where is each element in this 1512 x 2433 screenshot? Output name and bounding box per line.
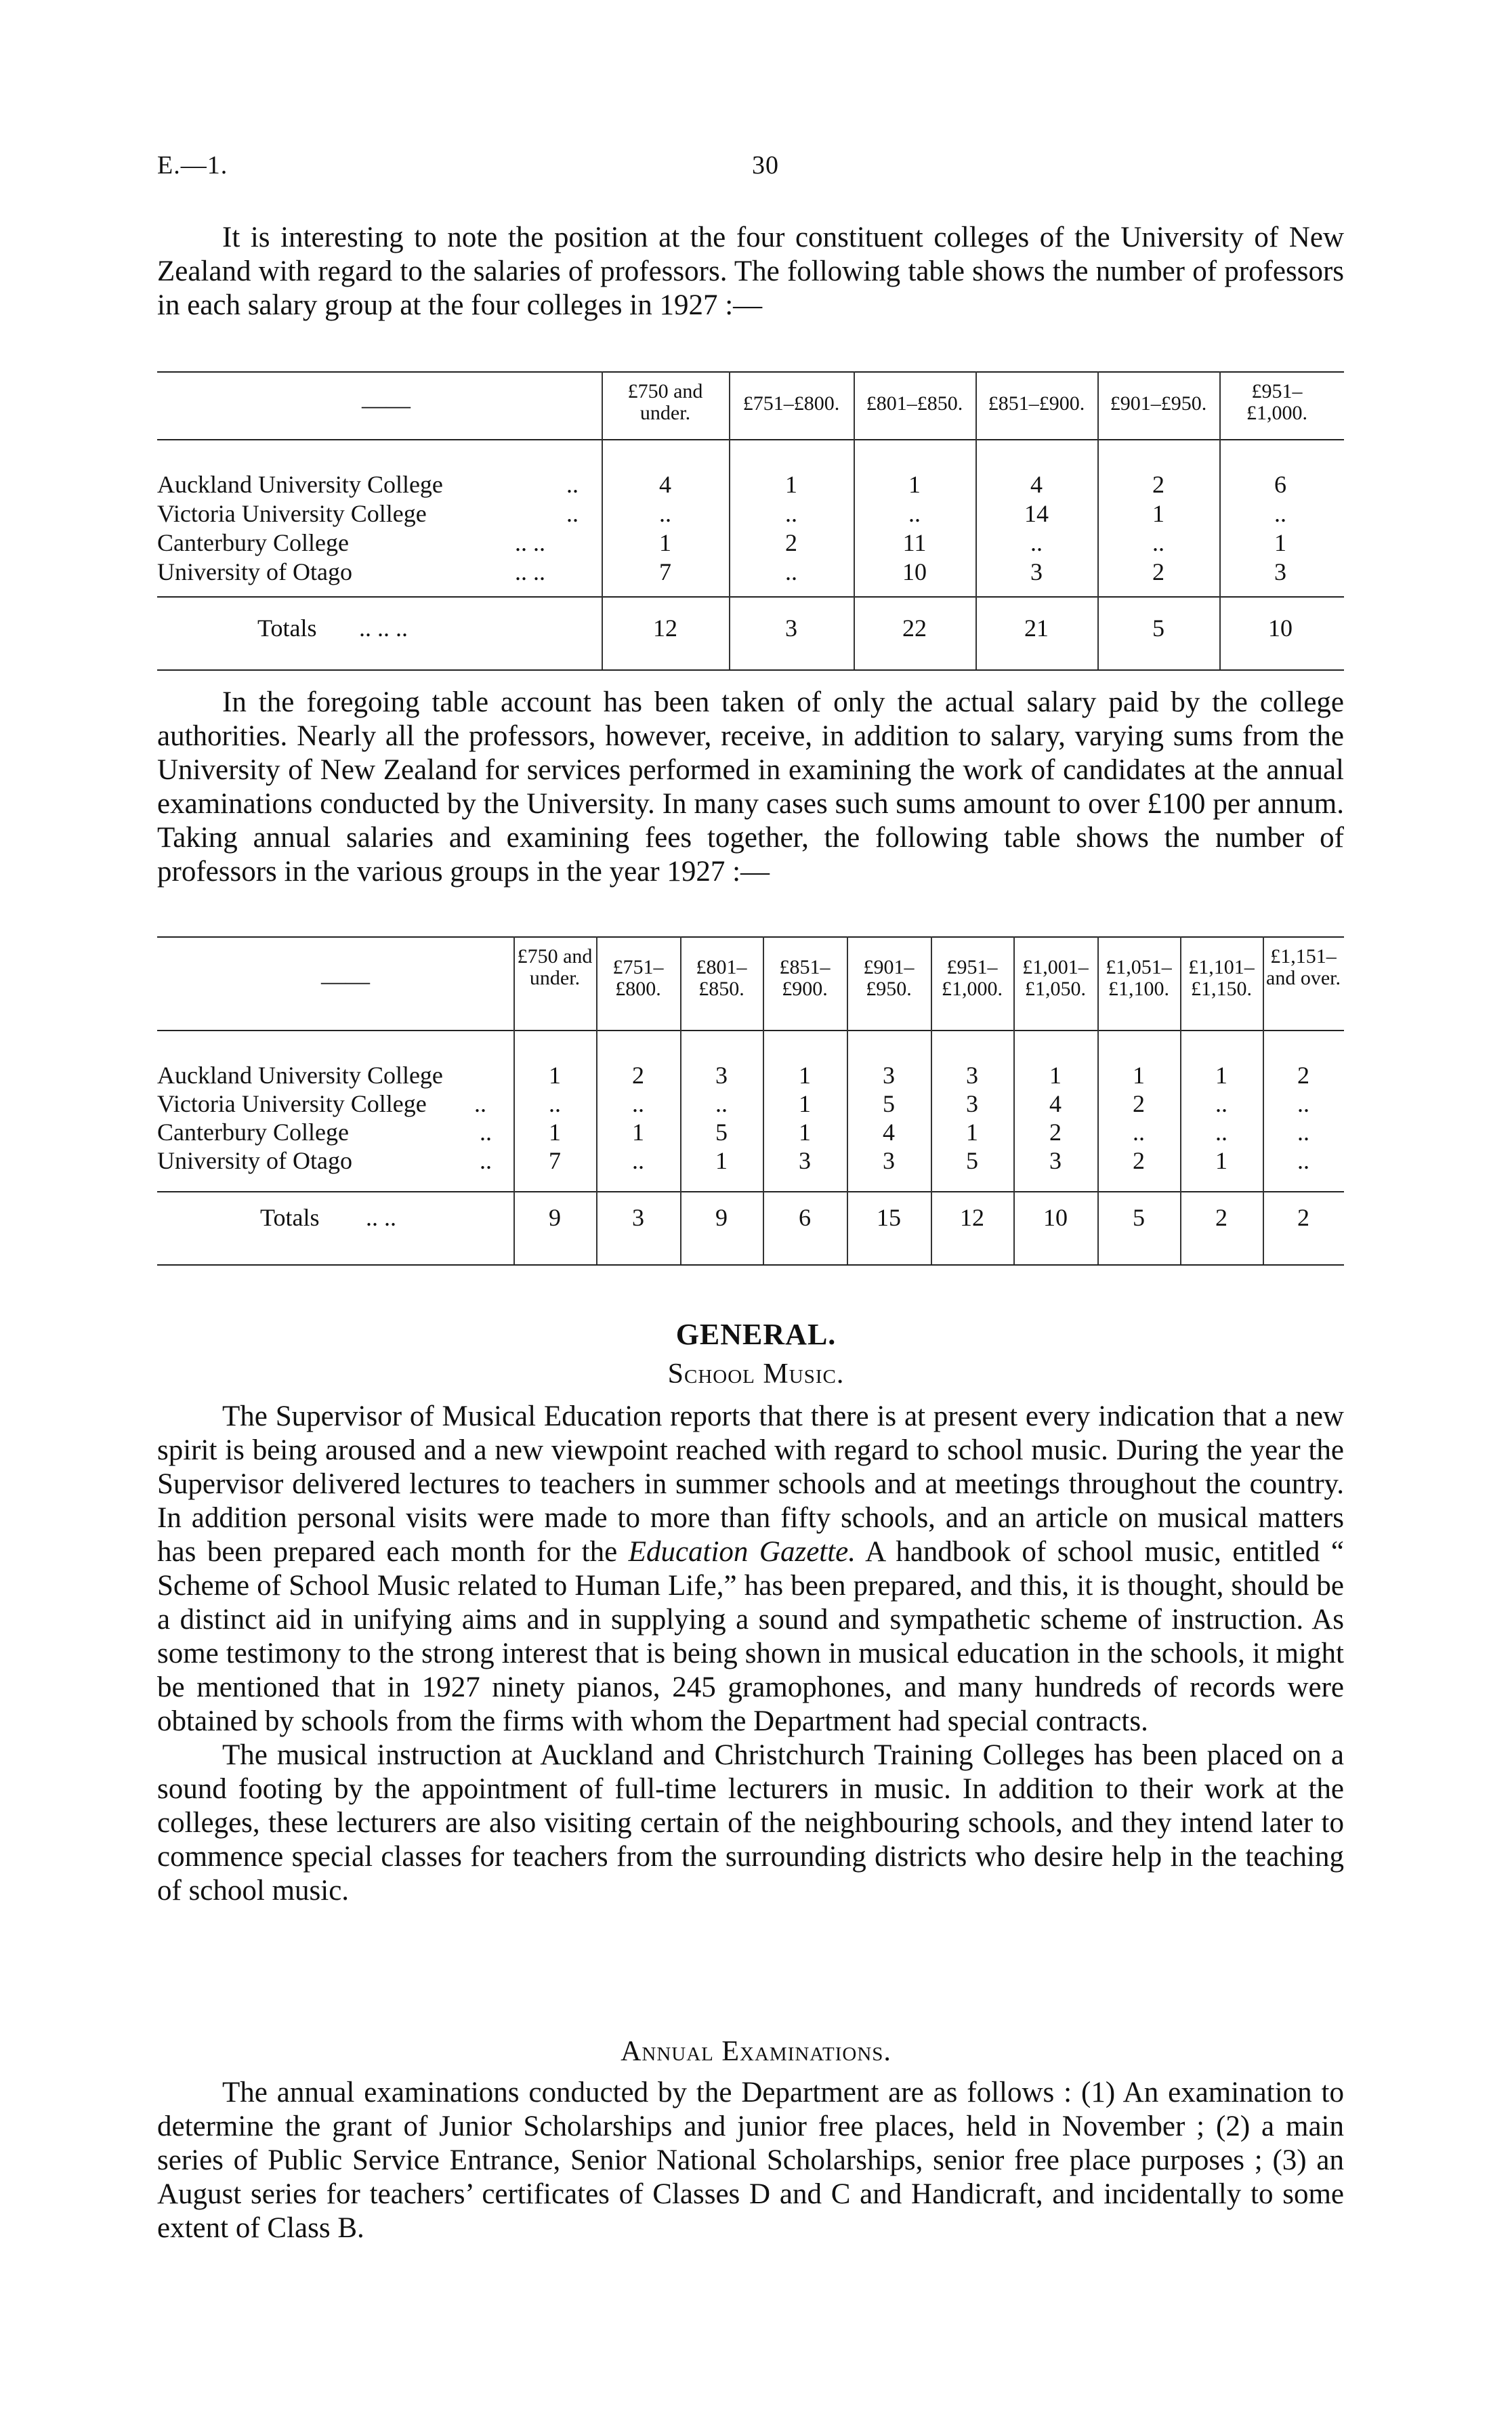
- middle-paragraph: [157, 686, 1344, 889]
- table1-cell: 1: [908, 471, 921, 498]
- table1-totals-rule: [157, 596, 1344, 598]
- table2-cell: 2: [632, 1062, 644, 1089]
- table2-total-cell: 12: [960, 1204, 984, 1231]
- table2-col-divider: [513, 936, 515, 1264]
- table2-cell: 7: [549, 1147, 561, 1174]
- table1-cell: 1: [785, 471, 797, 498]
- table2-total-cell: 2: [1297, 1204, 1309, 1231]
- table2-cell: 2: [1049, 1119, 1062, 1146]
- table2-total-cell: 2: [1215, 1204, 1227, 1231]
- table1-cell: ..: [1274, 500, 1286, 527]
- table1-cell: 14: [1024, 500, 1049, 527]
- table1-cell: ..: [785, 558, 797, 585]
- table1-cell: 10: [902, 558, 927, 585]
- table1-cell: 4: [659, 471, 671, 498]
- table2-cell: ..: [1297, 1090, 1309, 1117]
- table2-cell: 4: [883, 1119, 895, 1146]
- table2-row-label: Canterbury College: [157, 1119, 349, 1146]
- page-number: 30: [752, 151, 779, 180]
- annual-examinations-section: [157, 2076, 1344, 2245]
- table1-cell: 7: [659, 558, 671, 585]
- table2-cell: 1: [1049, 1062, 1062, 1089]
- table1-col-divider: [729, 371, 730, 669]
- table1-column-header: £751–£800.: [742, 392, 840, 415]
- school-music-paragraph-1: [157, 1400, 1344, 1739]
- table2-column-header: £1,101–£1,150.: [1188, 956, 1255, 1000]
- table2-cell: 3: [966, 1062, 978, 1089]
- table2-cell: ..: [1133, 1119, 1145, 1146]
- table2-total-cell: 10: [1043, 1204, 1068, 1231]
- table2-row-leader: ..: [480, 1147, 492, 1174]
- table2-cell: 1: [632, 1119, 644, 1146]
- table2-col-divider: [680, 936, 681, 1264]
- table2-cell: 3: [1049, 1147, 1062, 1174]
- table2-cell: ..: [1297, 1119, 1309, 1146]
- table2-col-divider: [1180, 936, 1181, 1264]
- table2-cell: 1: [1133, 1062, 1145, 1089]
- table1-totals-leader: .. .. ..: [359, 615, 408, 642]
- table2-cell: 1: [1215, 1062, 1227, 1089]
- annual-examinations-heading: Annual Examinations.: [621, 2036, 891, 2067]
- table2-total-cell: 9: [715, 1204, 728, 1231]
- table2-cell: 4: [1049, 1090, 1062, 1117]
- table2-totals-label: Totals: [260, 1204, 320, 1231]
- table1-cell: 11: [902, 529, 927, 556]
- table2-cell: 1: [799, 1090, 811, 1117]
- table2-cell: 3: [883, 1062, 895, 1089]
- table2-column-header: £901–£950.: [863, 956, 915, 1000]
- table2-column-header: £1,001–£1,050.: [1022, 956, 1089, 1000]
- table1-cell: 2: [1152, 471, 1164, 498]
- table1-total-cell: 10: [1268, 615, 1293, 642]
- table2-total-cell: 5: [1133, 1204, 1145, 1231]
- intro-paragraph-text: It is interesting to note the position at the four constituent colleges of the University of New Zealand with regard to the salaries of professors. The following table shows the number of professors in each salary group at the four colleges in 1927 :—: [157, 222, 1344, 321]
- table2-corner: ——: [321, 968, 370, 995]
- table2-cell: ..: [1297, 1147, 1309, 1174]
- intro-paragraph: [157, 221, 1344, 323]
- table2-cell: 3: [715, 1062, 728, 1089]
- table1-cell: ..: [1030, 529, 1043, 556]
- table1-row-label: Canterbury College: [157, 529, 349, 556]
- table2-total-cell: 15: [877, 1204, 901, 1231]
- school-music-p1-text: The Supervisor of Musical Education reports that there is at present every indication that a new spirit is being aroused and a new viewpoint reached with regard to school music. During the year the Supervisor delivered lectures to teachers in summer schools and at meetings throughout the country. In addition personal visits were made to more than fifty schools, and an article on musical matters has been prepared each month for the: [157, 1400, 1344, 1568]
- table2-cell: ..: [549, 1090, 561, 1117]
- table2-cell: 5: [883, 1090, 895, 1117]
- table2-bottom-rule: [157, 1264, 1344, 1266]
- table1-row-leader: .. ..: [515, 529, 545, 556]
- table1-total-cell: 5: [1152, 615, 1164, 642]
- table2-totals-rule: [157, 1191, 1344, 1192]
- table1-col-divider: [602, 371, 603, 669]
- table1-column-header: £951–£1,000.: [1246, 380, 1307, 424]
- table1-col-divider: [1219, 371, 1221, 669]
- table1-cell: ..: [785, 500, 797, 527]
- school-music-paragraph-2: The musical instruction at Auckland and Christchurch Training Colleges has been placed on a sound footing by the appointment of full-time lecturers in music. In addition to their work at the colleges, these lecturers are also visiting certain of the neighbouring schools, and they intend later to commence special classes for teachers from the surrounding districts who desire help in the teaching of school music.: [157, 1739, 1344, 1907]
- table2-cell: 3: [799, 1147, 811, 1174]
- table2-cell: 5: [715, 1119, 728, 1146]
- table2-col-divider: [931, 936, 932, 1264]
- table1-row-label: Auckland University College: [157, 471, 443, 498]
- table2-col-divider: [596, 936, 597, 1264]
- table2-col-divider: [763, 936, 764, 1264]
- table1-column-header: £750 and under.: [627, 380, 703, 424]
- table1-total-cell: 3: [785, 615, 797, 642]
- table1-cell: 3: [1274, 558, 1286, 585]
- table1-cell: ..: [1152, 529, 1164, 556]
- table1-total-cell: 22: [902, 615, 927, 642]
- table2-total-cell: 9: [549, 1204, 561, 1231]
- table1-cell: ..: [659, 500, 671, 527]
- table2-cell: 3: [883, 1147, 895, 1174]
- table1-cell: 1: [659, 529, 671, 556]
- table2-total-cell: 6: [799, 1204, 811, 1231]
- table2-totals-leader: .. ..: [366, 1204, 396, 1231]
- table2-cell: 2: [1133, 1147, 1145, 1174]
- table1-cell: ..: [908, 500, 921, 527]
- table1-total-cell: 21: [1024, 615, 1049, 642]
- table2-top-rule: [157, 936, 1344, 938]
- table1-col-divider: [975, 371, 977, 669]
- table2-column-header: £951–£1,000.: [942, 956, 1003, 1000]
- table2-col-divider: [847, 936, 848, 1264]
- table2-cell: ..: [632, 1090, 644, 1117]
- table2-column-header: £751–£800.: [612, 956, 664, 1000]
- table2-cell: 1: [549, 1062, 561, 1089]
- school-music-section: [157, 1400, 1344, 1908]
- table2-col-divider: [1263, 936, 1264, 1264]
- table1-cell: 2: [1152, 558, 1164, 585]
- table2-cell: 2: [1297, 1062, 1309, 1089]
- table2-col-divider: [1097, 936, 1099, 1264]
- table2-cell: 1: [799, 1062, 811, 1089]
- annual-examinations-paragraph: The annual examinations conducted by the Department are as follows : (1) An examination to determine the grant of Junior Scholarships and junior free places, held in November ; (2) a main series of Public Service Entrance, Senior National Scholarships, senior free place purposes ; (3) an August series for teachers’ certificates of Classes D and C and Handicraft, and incidentally to some extent of Class B.: [157, 2077, 1344, 2244]
- education-gazette-title: Education Gazette.: [628, 1536, 856, 1568]
- table1-column-header: £801–£850.: [866, 392, 963, 415]
- table1-corner: ——: [362, 392, 411, 419]
- table1-bottom-rule: [157, 669, 1344, 671]
- table1-col-divider: [854, 371, 855, 669]
- table1-row-leader: ..: [566, 471, 579, 498]
- table2-row-leader: ..: [480, 1119, 492, 1146]
- table1-cell: 1: [1274, 529, 1286, 556]
- table2-col-divider: [1013, 936, 1015, 1264]
- table2-cell: ..: [1215, 1090, 1227, 1117]
- table1-cell: 4: [1030, 471, 1043, 498]
- table2-cell: 1: [549, 1119, 561, 1146]
- table1-column-header: £851–£900.: [988, 392, 1085, 415]
- table2-cell: 1: [715, 1147, 728, 1174]
- table2-column-header: £851–£900.: [779, 956, 831, 1000]
- table1-row-leader: ..: [566, 500, 579, 527]
- table2-row-label: Victoria University College: [157, 1090, 427, 1117]
- table1-cell: 1: [1152, 500, 1164, 527]
- table2-total-cell: 3: [632, 1204, 644, 1231]
- table2-header-rule: [157, 1030, 1344, 1031]
- table2-column-header: £1,151–and over.: [1266, 945, 1341, 989]
- table2-cell: 5: [966, 1147, 978, 1174]
- table1-header-rule: [157, 439, 1344, 440]
- table1-col-divider: [1097, 371, 1099, 669]
- table2-cell: 1: [1215, 1147, 1227, 1174]
- table2-row-label: University of Otago: [157, 1147, 352, 1174]
- school-music-heading: School Music.: [667, 1358, 845, 1390]
- table2-cell: 2: [1133, 1090, 1145, 1117]
- table2-column-header: £1,051–£1,100.: [1106, 956, 1172, 1000]
- table2-cell: 1: [799, 1119, 811, 1146]
- table1-column-header: £901–£950.: [1110, 392, 1207, 415]
- table1-row-label: University of Otago: [157, 558, 352, 585]
- table1-cell: 3: [1030, 558, 1043, 585]
- table2-column-header: £801–£850.: [696, 956, 747, 1000]
- table2-cell: ..: [715, 1090, 728, 1117]
- table2-column-header: £750 and under.: [517, 945, 593, 989]
- table2-cell: 3: [966, 1090, 978, 1117]
- table2-row-leader: ..: [474, 1090, 486, 1117]
- table2-row-label: Auckland University College: [157, 1062, 443, 1089]
- middle-paragraph-text: In the foregoing table account has been taken of only the actual salary paid by the college authorities. Nearly all the professors, however, receive, in addition to salary, varying sums from the University of New Zealand for services performed in examining the work of candidates at the annual examinations conducted by the University. In many cases such sums amount to over £100 per annum. Taking annual salaries and examining fees together, the following table shows the number of professors in the various groups in the year 1927 :—: [157, 686, 1344, 888]
- table2-cell: 1: [966, 1119, 978, 1146]
- table1-total-cell: 12: [653, 615, 677, 642]
- table1-cell: 2: [785, 529, 797, 556]
- general-heading: GENERAL.: [675, 1318, 837, 1351]
- table1-totals-label: Totals: [257, 615, 317, 642]
- table1-top-rule: [157, 371, 1344, 373]
- table1-row-leader: .. ..: [515, 558, 545, 585]
- table1-row-label: Victoria University College: [157, 500, 427, 527]
- table2-cell: ..: [632, 1147, 644, 1174]
- document-reference: E.—1.: [157, 151, 228, 180]
- table2-cell: ..: [1215, 1119, 1227, 1146]
- table1-cell: 6: [1274, 471, 1286, 498]
- school-music-p1-text-cont: A handbook of school music, entitled “ Scheme of School Music related to Human Life,” has been prepared, and this, it is thought, should be a distinct aid in unifying aims and in supplying a sound and sympathetic scheme of instruction. As some testimony to the strong interest that is being shown in musical education in the schools, it might be mentioned that in 1927 ninety pianos, 245 gramophones, and many hundreds of records were obtained by schools from the firms with whom the Department had special contracts.: [157, 1536, 1344, 1737]
